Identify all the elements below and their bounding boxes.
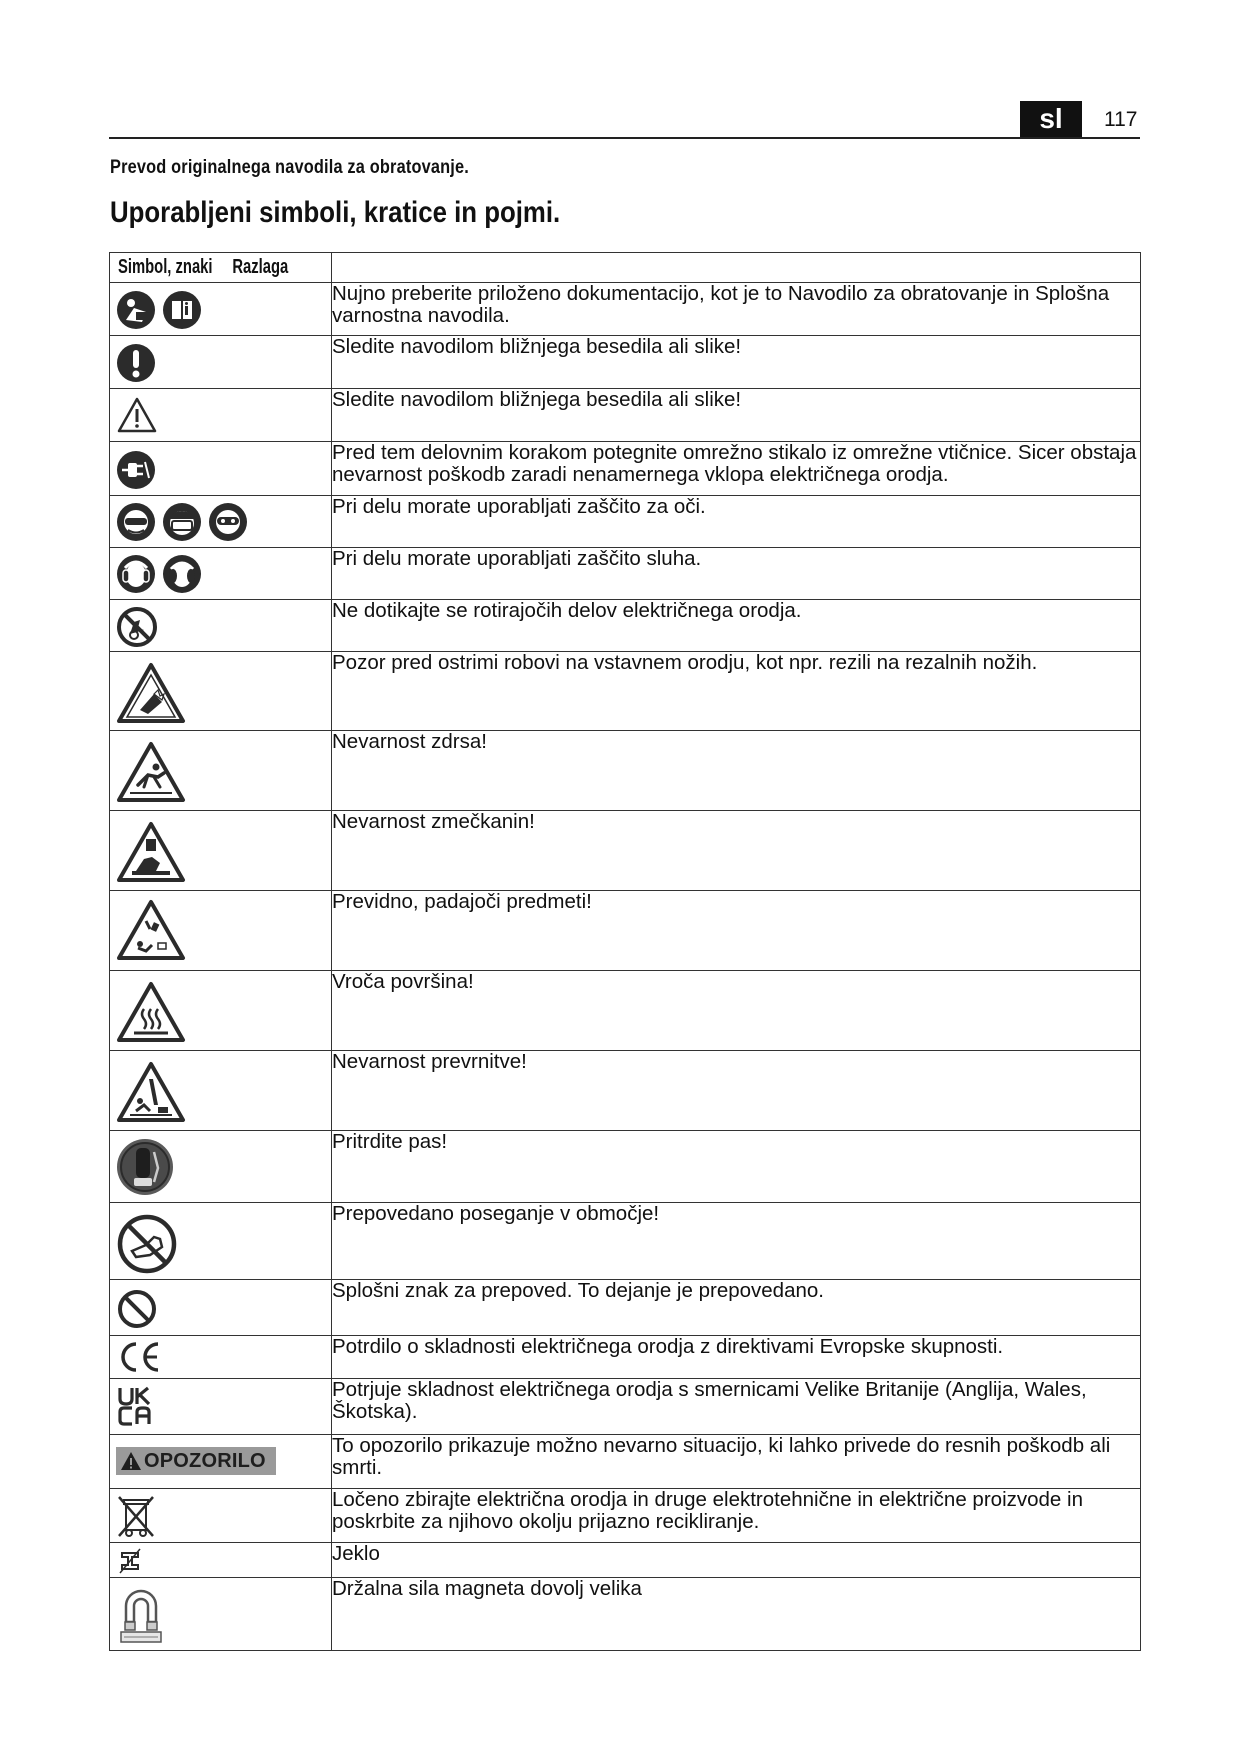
symbols-table	[109, 252, 1141, 1651]
slip-hazard-icon	[116, 741, 186, 803]
language-badge: sl	[1020, 101, 1082, 137]
symbol-cell	[110, 496, 332, 548]
symbol-cell	[110, 731, 332, 811]
table-row	[110, 1379, 1141, 1435]
symbol-cell	[110, 336, 332, 389]
symbol-cell	[110, 283, 332, 336]
exclamation-circle-icon	[116, 343, 156, 383]
description-cell: Nevarnost zmečkanin!	[332, 811, 1141, 891]
symbol-cell	[110, 1435, 332, 1489]
document-subtitle: Prevod originalnega navodila za obratovanje.	[110, 157, 469, 178]
weee-bin-icon	[116, 1494, 156, 1538]
unplug-icon	[116, 450, 156, 490]
header-explanation-label: Razlaga	[232, 256, 289, 278]
symbol-cell	[110, 811, 332, 891]
table-row	[110, 1435, 1141, 1489]
opozorilo-label-icon	[116, 1447, 276, 1475]
symbol-cell	[110, 1489, 332, 1543]
info-book-icon	[162, 290, 202, 330]
table-row	[110, 1203, 1141, 1280]
symbol-cell	[110, 600, 332, 652]
description-cell: Sledite navodilom bližnjega besedila ali slike!	[332, 389, 1141, 442]
symbol-cell	[110, 1051, 332, 1131]
header-symbol	[110, 253, 332, 283]
description-cell: Prepovedano poseganje v območje!	[332, 1203, 1141, 1280]
read-manual-icon	[116, 290, 156, 330]
description-cell: Pozor pred ostrimi robovi na vstavnem orodju, kot npr. rezili na rezalnih nožih.	[332, 652, 1141, 731]
table-row	[110, 1543, 1141, 1578]
description-cell: Pri delu morate uporabljati zaščito za oči.	[332, 496, 1141, 548]
description-cell: Pred tem delovnim korakom potegnite omrežno stikalo iz omrežne vtičnice. Sicer obstaja nevarnost poškodb zaradi nenamernega vklopa električnega orodja.	[332, 442, 1141, 496]
page-number: 117	[1104, 108, 1138, 131]
description-cell: Pri delu morate uporabljati zaščito sluha.	[332, 548, 1141, 600]
description-cell: Sledite navodilom bližnjega besedila ali slike!	[332, 336, 1141, 389]
eye-protection-icon	[116, 502, 156, 542]
table-row	[110, 283, 1141, 336]
table-header-row	[110, 253, 1141, 283]
table-row	[110, 1051, 1141, 1131]
table-row	[110, 600, 1141, 652]
ear-protection-icon	[116, 554, 156, 594]
description-cell: Nevarnost zdrsa!	[332, 731, 1141, 811]
description-cell: Jeklo	[332, 1543, 1141, 1578]
description-cell: Ne dotikajte se rotirajočih delov električnega orodja.	[332, 600, 1141, 652]
symbol-cell	[110, 1578, 332, 1651]
ce-mark-icon	[116, 1340, 162, 1374]
description-cell: Splošni znak za prepoved. To dejanje je prepovedano.	[332, 1280, 1141, 1336]
header-rule	[109, 137, 1140, 139]
prohibition-icon	[116, 1288, 158, 1330]
description-cell: To opozorilo prikazuje možno nevarno situacijo, ki lahko privede do resnih poškodb ali smrti.	[332, 1435, 1141, 1489]
table-row	[110, 496, 1141, 548]
header-symbol-label: Simbol, znaki	[118, 256, 213, 278]
description-cell: Nujno preberite priloženo dokumentacijo, kot je to Navodilo za obratovanje in Splošna varnostna navodila.	[332, 283, 1141, 336]
table-row	[110, 389, 1141, 442]
falling-objects-icon	[116, 899, 186, 961]
description-cell: Vroča površina!	[332, 971, 1141, 1051]
magnet-holding-icon	[116, 1586, 166, 1646]
crush-hazard-icon	[116, 821, 186, 883]
symbol-cell	[110, 1280, 332, 1336]
hot-surface-icon	[116, 981, 186, 1043]
warning-triangle-small-icon	[120, 1451, 142, 1471]
table-row	[110, 1578, 1141, 1651]
symbol-cell	[110, 442, 332, 496]
no-touch-rotating-icon	[116, 606, 158, 648]
symbol-cell	[110, 971, 332, 1051]
no-reaching-icon	[116, 1213, 178, 1275]
table-row	[110, 336, 1141, 389]
symbol-cell	[110, 1543, 332, 1578]
symbol-cell	[110, 1379, 332, 1435]
goggles-icon	[208, 502, 248, 542]
opozorilo-text: OPOZORILO	[144, 1449, 266, 1472]
table-row	[110, 971, 1141, 1051]
document-title: Uporabljeni simboli, kratice in pojmi.	[110, 196, 561, 229]
description-cell: Nevarnost prevrnitve!	[332, 1051, 1141, 1131]
symbol-cell	[110, 891, 332, 971]
symbol-cell	[110, 389, 332, 442]
face-shield-icon	[162, 502, 202, 542]
description-cell: Previdno, padajoči predmeti!	[332, 891, 1141, 971]
fasten-belt-icon	[116, 1138, 174, 1196]
table-row	[110, 1336, 1141, 1379]
description-cell: Pritrdite pas!	[332, 1131, 1141, 1203]
table-row	[110, 1280, 1141, 1336]
symbol-cell	[110, 1203, 332, 1280]
description-cell: Potrjuje skladnost električnega orodja s smernicami Velike Britanije (Anglija, Wales, Škotska).	[332, 1379, 1141, 1435]
table-row	[110, 442, 1141, 496]
tipping-hazard-icon	[116, 1061, 186, 1123]
description-cell: Potrdilo o skladnosti električnega orodja z direktivami Evropske skupnosti.	[332, 1336, 1141, 1379]
sharp-edges-warning-icon	[116, 662, 186, 724]
symbol-cell	[110, 1336, 332, 1379]
ear-defender-icon	[162, 554, 202, 594]
ukca-mark-icon	[116, 1385, 154, 1427]
table-row	[110, 891, 1141, 971]
header-explanation	[332, 253, 1141, 283]
table-row	[110, 652, 1141, 731]
description-cell: Držalna sila magneta dovolj velika	[332, 1578, 1141, 1651]
warning-triangle-icon	[116, 396, 158, 434]
table-row	[110, 548, 1141, 600]
symbol-cell	[110, 652, 332, 731]
table-row	[110, 811, 1141, 891]
table-row	[110, 731, 1141, 811]
table-row	[110, 1489, 1141, 1543]
steel-icon	[116, 1547, 144, 1575]
symbol-cell	[110, 1131, 332, 1203]
table-row	[110, 1131, 1141, 1203]
description-cell: Ločeno zbirajte električna orodja in druge elektrotehnične in električne proizvode in poskrbite za njihovo okolju prijazno recikliranje.	[332, 1489, 1141, 1543]
symbol-cell	[110, 548, 332, 600]
